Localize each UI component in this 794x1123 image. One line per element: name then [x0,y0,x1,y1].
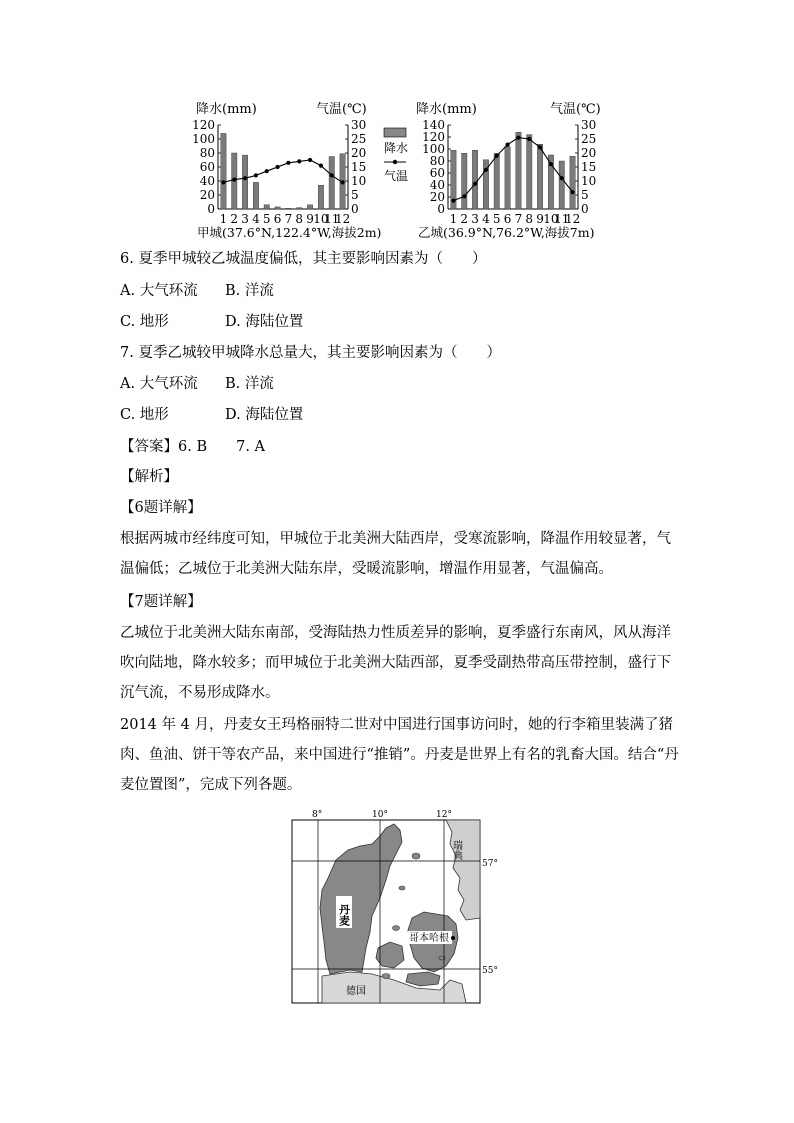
chart1-precip-bar [329,157,334,210]
chart2-month-label: 11 [554,212,570,226]
q7-options-row1 [120,369,680,399]
lat-label-55: 55° [482,966,498,976]
chart1-left-axis-label: 降水(mm) [196,102,257,117]
chart2-left-tick-label: 80 [429,154,445,168]
chart2-right-tick-label: 25 [581,132,597,146]
chart2-precip-bar [505,147,510,209]
chart2-month-label: 7 [514,212,523,226]
chart1-right-tick-label: 30 [351,118,367,132]
chart2-temp-point [527,137,531,141]
chart1-temp-point [275,165,279,169]
chart1-left-tick-label: 80 [199,146,215,160]
chart1-temp-point [330,173,334,177]
chart2-plot [422,118,596,226]
lat-label-57: 57° [482,859,498,869]
chart1-temp-point [254,173,258,177]
chart1-month-label: 8 [295,212,304,226]
chart2-month-label: 9 [536,212,544,226]
chart1-temp-point [297,159,301,163]
chart1-month-label: 4 [252,212,260,226]
q7-stem: 7. 夏季乙城较甲城降水总量大，其主要影响因素为（ ） [120,345,501,361]
chart1-right-tick-label: 10 [351,174,367,188]
chart2-month-label: 6 [503,212,512,226]
chart1-month-label: 11 [324,212,340,226]
chart2-left-tick-label: 100 [422,142,445,156]
chart1-left-tick-label: 40 [199,174,215,188]
detail-7-text: 乙城位于北美洲大陆东南部，受海陆热力性质差异的影响，夏季盛行东南风，风从海洋吹向陆地，降水较多；而甲城位于北美洲大陆西部，夏季受副热带高压带控制，盛行下沉气流，不易形成降水。 [120,625,671,701]
chart2-month-label: 1 [449,212,458,226]
chart2-right-tick-label: 10 [581,174,597,188]
legend-precip-swatch [384,128,406,137]
chart1-precip-bar [275,207,280,209]
chart1-precip-bar [264,205,269,209]
q6-option-b: B. 洋流 [225,283,274,299]
chart2-month-label: 8 [525,212,534,226]
chart1-precip-bar [297,208,302,209]
q7-options-row2 [120,400,680,430]
copenhagen-marker [451,936,455,940]
chart1-right-tick-label: 5 [351,188,359,202]
chart1-precip-bar [221,133,226,209]
chart1-precip-bar [253,182,258,209]
lon-label-8: 8° [312,810,323,820]
chart1-month-label: 9 [306,212,314,226]
chart2-month-label: 5 [492,212,501,226]
chart2-right-tick-label: 15 [581,160,597,174]
chart2-precip-bar [527,135,532,209]
chart2-precip-bar [559,161,564,209]
chart1-temp-point [308,158,312,162]
chart2-right-tick-label: 30 [581,118,597,132]
chart2-right-tick-label: 20 [581,146,597,160]
chart2-temp-point [538,145,542,149]
chart1-temp-point [340,180,344,184]
chart2-precip-bar [494,153,499,209]
small-island [399,886,405,890]
copenhagen-label: 哥本哈根 [409,933,449,944]
chart2-left-tick-label: 140 [422,118,445,132]
chart2-month-label: 12 [564,212,581,226]
chart1-left-tick-label: 20 [199,188,215,202]
chart1-month-label: 7 [284,212,293,226]
chart2-temp-point [462,194,466,198]
q7-option-b: B. 洋流 [225,376,274,392]
chart2-precip-bar [462,153,467,209]
denmark-label: 丹麦 [337,904,351,926]
chart1-left-tick-label: 60 [199,160,215,174]
legend-temp-label: 气温 [384,169,409,183]
chart2-right-axis-label: 气温(℃) [550,102,601,117]
chart1-precip-bar [318,185,323,209]
chart1-temp-line [223,160,342,182]
legend-temp-marker [393,160,397,164]
chart2-precip-bar [472,150,477,209]
chart2-temp-point [451,199,455,203]
chart1-temp-point [265,169,269,173]
chart1-left-tick-label: 0 [207,202,215,216]
chart2-temp-point [560,176,564,180]
chart1-caption: 甲城(37.6°N,122.4°W,海拔2m) [197,225,382,240]
chart1-month-label: 6 [273,212,282,226]
answer-line: 【答案】6. B 7. A [120,439,266,455]
small-island [393,926,400,931]
q6-options-row2 [120,307,680,337]
sweden-label: 瑞典 [450,840,462,860]
chart1-right-tick-label: 25 [351,132,367,146]
chart1-month-label: 3 [241,212,249,226]
small-island [412,853,420,859]
chart2-temp-point [495,154,499,158]
denmark-location-map [290,808,498,1008]
small-island [382,974,390,979]
q6-options-row1 [120,276,680,306]
legend-precip-label: 降水 [384,141,409,155]
detail-7-heading: 【7题详解】 [120,594,202,610]
chart2-month-label: 2 [460,212,469,226]
chart1-month-label: 5 [262,212,271,226]
chart1-precip-bar [307,205,312,209]
chart1-right-tick-label: 20 [351,146,367,160]
germany-label: 德国 [346,986,366,997]
chart1-temp-point [319,164,323,168]
chart2-left-tick-label: 20 [429,190,445,204]
lon-label-12: 12° [436,810,452,820]
chart2-precip-bar [570,156,575,209]
chart2-month-label: 4 [482,212,490,226]
chart1-right-axis-label: 气温(℃) [316,102,367,117]
climate-charts [180,92,610,242]
chart2-left-tick-label: 60 [429,166,445,180]
chart1-temp-point [221,180,225,184]
chart1-right-tick-label: 0 [351,202,359,216]
chart2-caption: 乙城(36.9°N,76.2°W,海拔7m) [418,225,595,240]
chart1-temp-point [286,161,290,165]
chart1-temp-point [232,178,236,182]
chart1-precip-bar [286,208,291,209]
intro-paragraph: 2014 年 4 月，丹麦女王玛格丽特二世对中国进行国事访问时，她的行李箱里装满了猪肉、鱼油、饼干等农产品，来中国进行“推销”。丹麦是世界上有名的乳畜大国。结合“丹麦位置图”，完成下列各题。 [120,717,679,793]
chart2-left-axis-label: 降水(mm) [416,102,477,117]
chart1-left-tick-label: 120 [192,118,215,132]
chart2-precip-bar [516,132,521,209]
q6-option-d: D. 海陆位置 [225,314,304,330]
detail-6-heading: 【6题详解】 [120,500,202,516]
chart2-temp-point [516,136,520,140]
chart2-temp-point [505,143,509,147]
chart2-temp-point [473,182,477,186]
chart1-month-label: 1 [219,212,228,226]
q7-option-d: D. 海陆位置 [225,407,304,423]
chart2-temp-line [453,138,572,201]
chart2-right-tick-label: 0 [581,202,589,216]
q6-option-c: C. 地形 [120,314,169,330]
chart1-month-label: 12 [334,212,351,226]
chart1-temp-point [243,176,247,180]
chart2-temp-point [484,168,488,172]
q7-option-a: A. 大气环流 [120,376,198,392]
chart2-left-tick-label: 40 [429,178,445,192]
analysis-heading: 【解析】 [120,469,178,485]
chart2-right-tick-label: 5 [581,188,589,202]
chart2-temp-point [570,190,574,194]
chart2-temp-point [549,162,553,166]
chart1-right-tick-label: 15 [351,160,367,174]
q6-stem: 6. 夏季甲城较乙城温度偏低，其主要影响因素为（ ） [120,251,487,267]
chart2-month-label: 10 [543,212,559,226]
chart1-plot [192,118,366,226]
detail-6-text: 根据两城市经纬度可知，甲城位于北美洲大陆西岸，受寒流影响，降温作用较显著，气温偏低；乙城位于北美洲大陆东岸，受暖流影响，增温作用显著，气温偏高。 [120,531,671,577]
q7-option-c: C. 地形 [120,407,169,423]
chart1-left-tick-label: 100 [192,132,215,146]
chart2-left-tick-label: 120 [422,130,445,144]
chart2-month-label: 3 [471,212,479,226]
chart2-precip-bar [537,144,542,209]
chart1-precip-bar [242,155,247,209]
q6-option-a: A. 大气环流 [120,283,198,299]
chart1-month-label: 2 [230,212,239,226]
chart1-month-label: 10 [313,212,329,226]
lon-label-10: 10° [372,810,388,820]
chart2-left-tick-label: 0 [437,202,445,216]
